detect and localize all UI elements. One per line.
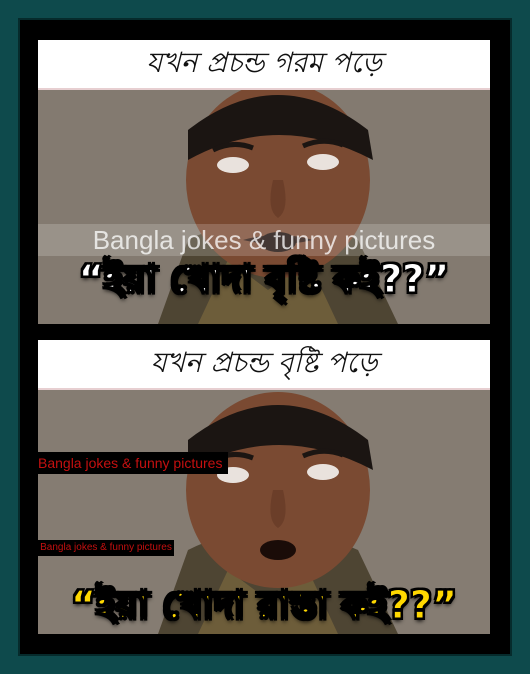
top-caption: যখন প্রচন্ড গরম পড়ে [38,40,490,90]
watermark-label-large: Bangla jokes & funny pictures [38,452,228,474]
bottom-quote: “ইয়া খোদা রাস্তা কই??” [71,583,457,627]
top-quote: “ইয়া খোদা বৃষ্টি কই??” [78,257,450,301]
watermark-label-small: Bangla jokes & funny pictures [38,540,174,556]
top-panel [38,40,490,324]
bottom-panel [38,340,490,634]
watermark-banner: Bangla jokes & funny pictures [38,224,490,256]
bottom-caption: যখন প্রচন্ড বৃষ্টি পড়ে [38,340,490,390]
